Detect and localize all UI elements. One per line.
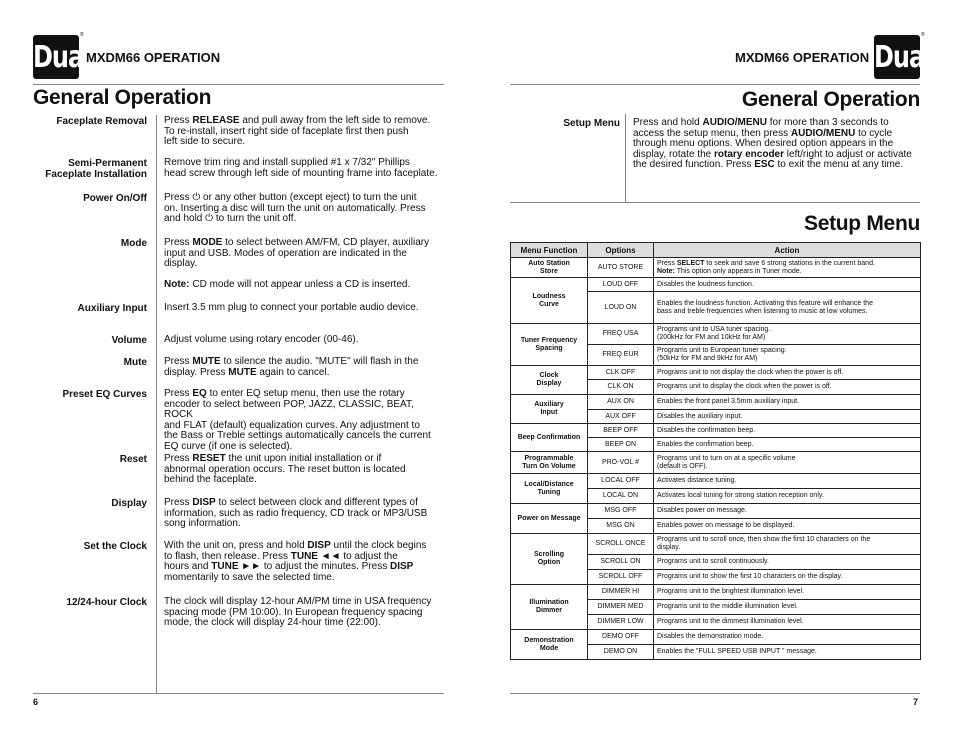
operation-description: The clock will display 12-hour AM/PM time in USA frequency spacing mode (PM 10:00). In European frequency spacing mode, the clock will display 24-hour time (22:00). <box>164 596 432 629</box>
option-cell: SCROLL ON <box>588 555 654 570</box>
operation-label: Power On/Off <box>83 193 147 204</box>
operation-description: Press ⏻ or any other button (except eject) to turn the unit on. Inserting a disc will turn the unit on automatically. Press and hold ⏻ to turn the unit off. <box>164 192 426 225</box>
model-name: MXDM66 <box>86 50 141 65</box>
table-row <box>511 258 921 278</box>
action-cell: Disables the loudness function. <box>654 278 921 292</box>
action-cell: Enables power on message to be displayed. <box>654 519 921 534</box>
table-row <box>511 452 921 474</box>
operation-label: Volume <box>111 335 147 346</box>
table-row <box>511 395 921 410</box>
right-column-divider <box>625 114 626 202</box>
action-cell: Disables the auxiliary input. <box>654 410 921 424</box>
action-cell: Activates local tuning for strong station reception only. <box>654 489 921 504</box>
right-header-rule <box>510 84 920 85</box>
option-cell: LOCAL OFF <box>588 474 654 489</box>
setup-menu-table <box>510 242 921 660</box>
option-cell: CLK OFF <box>588 366 654 380</box>
operation-description: Press DISP to select between clock and different types of information, such as radio frequency, CD track or MP3/USB song information. <box>164 497 428 530</box>
col-header-function: Menu Function <box>511 243 588 258</box>
menu-function-cell: Beep Confirmation <box>511 424 588 452</box>
option-cell: FREQ USA <box>588 324 654 345</box>
option-cell: AUTO STORE <box>588 258 654 278</box>
menu-function-cell: Local/Distance Tuning <box>511 474 588 504</box>
action-cell: Enables the "FULL SPEED USB INPUT " message. <box>654 645 921 660</box>
trademark-mark: ® <box>80 32 84 38</box>
action-cell: Programs unit to USA tuner spacing. (200kHz for FM and 10kHz for AM) <box>654 324 921 345</box>
option-cell: LOCAL ON <box>588 489 654 504</box>
setup-menu-title: Setup Menu <box>804 212 920 235</box>
table-row <box>511 534 921 555</box>
dual-logo-left: Dual <box>33 35 79 79</box>
action-cell: Programs unit to scroll continuously. <box>654 555 921 570</box>
operation-label: Semi-Permanent Faceplate Installation <box>45 158 147 180</box>
left-page-title: General Operation <box>33 86 212 109</box>
table-row <box>511 585 921 600</box>
action-cell: Programs unit to European tuner spacing. (50kHz for FM and 9kHz for AM) <box>654 345 921 366</box>
operation-label: Set the Clock <box>83 541 147 552</box>
menu-function-cell: Auto Station Store <box>511 258 588 278</box>
operation-description: Note: CD mode will not appear unless a CD is inserted. <box>164 279 411 290</box>
action-cell: Press SELECT to seek and save 6 strong stations in the current band. Note: This option only appears in Tuner mode. <box>654 258 921 278</box>
option-cell: DEMO ON <box>588 645 654 660</box>
action-cell: Activates distance tuning. <box>654 474 921 489</box>
operation-label: Reset <box>119 454 147 465</box>
action-cell: Programs unit to display the clock when the power is off. <box>654 380 921 395</box>
left-header <box>86 50 220 65</box>
menu-function-cell: Tuner Frequency Spacing <box>511 324 588 366</box>
option-cell: BEEP OFF <box>588 424 654 438</box>
action-cell: Enables the loudness function. Activating this feature will enhance the bass and treble frequencies when listening to music at low volumes. <box>654 292 921 324</box>
option-cell: DIMMER MED <box>588 600 654 615</box>
left-page-number: 6 <box>33 697 39 707</box>
operation-description: Press MODE to select between AM/FM, CD player, auxiliary input and USB. Modes of operation are indicated in the display. <box>164 237 430 270</box>
operation-description: Press RESET the unit upon initial installation or if abnormal operation occurs. The reset button is located behind the faceplate. <box>164 453 406 486</box>
operation-description: Press RELEASE and pull away from the left side to remove. To re-install, insert right side of faceplate first then push left side to secure. <box>164 115 431 148</box>
left-footer-rule <box>33 693 444 694</box>
setup-menu-description: Press and hold AUDIO/MENU for more than 3 seconds to access the setup menu, then press AUDIO/MENU to cycle through menu options. When desired option appears in the display, rotate the rotary encoder left/right to adjust or activate the desired function. Press ESC to exit the menu at any time. <box>633 117 912 171</box>
option-cell: PRO-VOL # <box>588 452 654 474</box>
menu-function-cell: Scrolling Option <box>511 534 588 585</box>
operation-label: Display <box>111 498 147 509</box>
operation-label: Preset EQ Curves <box>62 389 147 400</box>
table-row <box>511 324 921 345</box>
option-cell: SCROLL ONCE <box>588 534 654 555</box>
table-row <box>511 278 921 292</box>
header-word: OPERATION <box>143 50 221 65</box>
action-cell: Programs unit to the dimmest illumination level. <box>654 615 921 630</box>
right-page-title: General Operation <box>741 88 920 111</box>
table-row <box>511 474 921 489</box>
left-header-rule <box>33 84 444 85</box>
dual-logo-right: Dual <box>874 35 920 79</box>
action-cell: Programs unit to turn on at a specific volume (default is OFF). <box>654 452 921 474</box>
action-cell: Programs unit to scroll once, then show the first 10 characters on the display. <box>654 534 921 555</box>
table-row <box>511 630 921 645</box>
trademark-mark: ® <box>921 32 925 38</box>
action-cell: Enables the front panel 3.5mm auxiliary input. <box>654 395 921 410</box>
option-cell: DIMMER LOW <box>588 615 654 630</box>
setup-menu-label: Setup Menu <box>563 118 620 129</box>
operation-description: Press EQ to enter EQ setup menu, then use the rotary encoder to select between POP, JAZZ, CLASSIC, BEAT, ROCK and FLAT (default) equalization curves. Any adjustment to the Bass or Treble settings automatically cancels the current EQ curve (if one is selected). <box>164 388 431 452</box>
option-cell: LOUD OFF <box>588 278 654 292</box>
operation-label: 12/24-hour Clock <box>66 597 147 608</box>
action-cell: Enables the confirmation beep. <box>654 438 921 452</box>
menu-function-cell: Programmable Turn On Volume <box>511 452 588 474</box>
operation-label: Mode <box>120 238 147 249</box>
action-cell: Programs unit to the middle illumination level. <box>654 600 921 615</box>
operation-description: With the unit on, press and hold DISP until the clock begins to flash, then release. Press TUNE ◄◄ to adjust the hours and TUNE ►► to adjust the minutes. Press DISP momentarily to save the selected time. <box>164 540 427 583</box>
menu-function-cell: Auxiliary Input <box>511 395 588 424</box>
menu-function-cell: Demonstration Mode <box>511 630 588 660</box>
operation-description: Remove trim ring and install supplied #1 x 7/32" Phillips head screw through left side of mounting frame into faceplate. <box>164 157 438 179</box>
right-page-number: 7 <box>913 697 919 707</box>
action-cell: Programs unit to not display the clock when the power is off. <box>654 366 921 380</box>
option-cell: AUX ON <box>588 395 654 410</box>
action-cell: Disables the demonstration mode. <box>654 630 921 645</box>
action-cell: Programs unit to the brightest illumination level. <box>654 585 921 600</box>
table-row <box>511 504 921 519</box>
action-cell: Programs unit to show the first 10 characters on the display. <box>654 570 921 585</box>
option-cell: AUX OFF <box>588 410 654 424</box>
operation-label: Faceplate Removal <box>56 116 147 127</box>
option-cell: MSG ON <box>588 519 654 534</box>
model-name: MXDM66 <box>735 50 790 65</box>
menu-function-cell: Clock Display <box>511 366 588 395</box>
option-cell: LOUD ON <box>588 292 654 324</box>
option-cell: FREQ EUR <box>588 345 654 366</box>
col-header-action: Action <box>654 243 921 258</box>
operation-label: Mute <box>123 357 147 368</box>
action-cell: Disables power on message. <box>654 504 921 519</box>
operation-description: Insert 3.5 mm plug to connect your portable audio device. <box>164 302 419 313</box>
option-cell: DEMO OFF <box>588 630 654 645</box>
table-row <box>511 424 921 438</box>
operation-description: Adjust volume using rotary encoder (00-46). <box>164 334 359 345</box>
menu-function-cell: Loudness Curve <box>511 278 588 324</box>
col-header-options: Options <box>588 243 654 258</box>
right-header <box>735 50 869 65</box>
menu-function-cell: Illumination Dimmer <box>511 585 588 630</box>
table-header-row <box>511 243 921 258</box>
option-cell: MSG OFF <box>588 504 654 519</box>
right-footer-rule <box>510 693 920 694</box>
option-cell: SCROLL OFF <box>588 570 654 585</box>
option-cell: BEEP ON <box>588 438 654 452</box>
left-column-divider <box>156 115 157 693</box>
menu-function-cell: Power on Message <box>511 504 588 534</box>
setup-section-rule <box>510 202 920 203</box>
action-cell: Disables the confirmation beep. <box>654 424 921 438</box>
operation-description: Press MUTE to silence the audio. "MUTE" will flash in the display. Press MUTE again to cancel. <box>164 356 419 378</box>
option-cell: DIMMER HI <box>588 585 654 600</box>
header-word: OPERATION <box>792 50 870 65</box>
option-cell: CLK ON <box>588 380 654 395</box>
table-row <box>511 366 921 380</box>
operation-label: Auxiliary Input <box>77 303 147 314</box>
